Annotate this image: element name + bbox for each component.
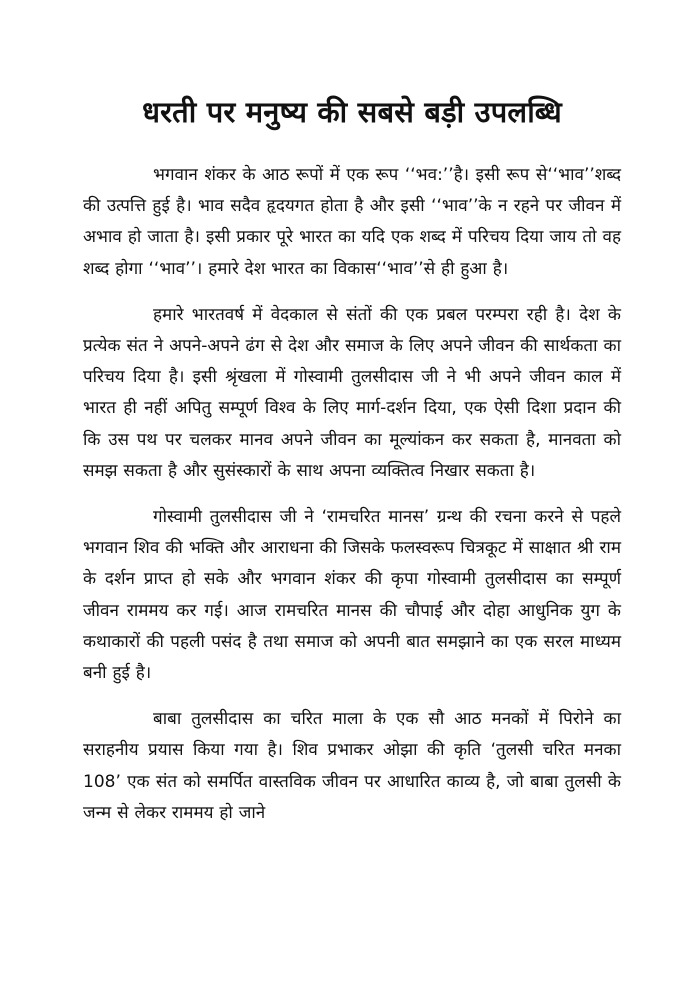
page-title: धरती पर मनुष्य की सबसे बड़ी उपलब्धि xyxy=(142,95,562,129)
paragraph-saint-tradition: हमारे भारतवर्ष में वेदकाल से संतों की एक प्रबल परम्परा रही है। देश के प्रत्येक संत ने अपने-अपने ढंग से देश और समाज के लिए अपने जीवन की सार्थकता का परिचय दिया है। इसी श्रृंखला में गोस्वामी तुलसीदास जी ने भी अपने जीवन काल में भारत ही नहीं अपितु सम्पूर्ण विश्व के लिए मार्ग-दर्शन दिया, एक ऐसी दिशा प्रदान की कि उस पथ पर चलकर मानव अपने जीवन का मूल्यांकन कर सकता है, मानवता को समझ सकता है और सुसंस्कारों के साथ अपना व्यक्तित्व निखार सकता है। xyxy=(83,304,621,481)
paragraph-tulsi-charit-manka: बाबा तुलसीदास का चरित माला के एक सौ आठ मनकों में पिरोने का सराहनीय प्रयास किया गया है। शिव प्रभाकर ओझा की कृति ‘तुलसी चरित मनका 108’ एक संत को समर्पित वास्तविक जीवन पर आधारित काव्य है, जो बाबा तुलसी के जन्म से लेकर राममय हो जाने xyxy=(83,709,621,823)
paragraph-bhav-origin: भगवान शंकर के आठ रूपों में एक रूप ‘‘भव:’’है। इसी रूप से‘‘भाव’’शब्द की उत्पत्ति हुई है। भाव सदैव हृदयगत होता है और इसी ‘‘भाव’’के न रहने पर जीवन में अभाव हो जाता है। इसी प्रकार पूरे भारत का यदि एक शब्द में परिचय दिया जाय तो वह शब्द होगा ‘‘भाव’’। हमारे देश भारत का विकास‘‘भाव’’से ही हुआ है। xyxy=(83,165,621,279)
paragraph-ramcharitmanas: गोस्वामी तुलसीदास जी ने ‘रामचरित मानस’ ग्रन्थ की रचना करने से पहले भगवान शिव की भक्ति और आराधना की जिसके फलस्वरूप चित्रकूट में साक्षात श्री राम के दर्शन प्राप्त हो सके और भगवान शंकर की कृपा गोस्वामी तुलसीदास का सम्पूर्ण जीवन राममय कर गई। आज रामचरित मानस की चौपाई और दोहा आधुनिक युग के कथाकारों की पहली पसंद है तथा समाज को अपनी बात समझाने का एक सरल माध्यम बनी हुई है। xyxy=(83,507,621,684)
